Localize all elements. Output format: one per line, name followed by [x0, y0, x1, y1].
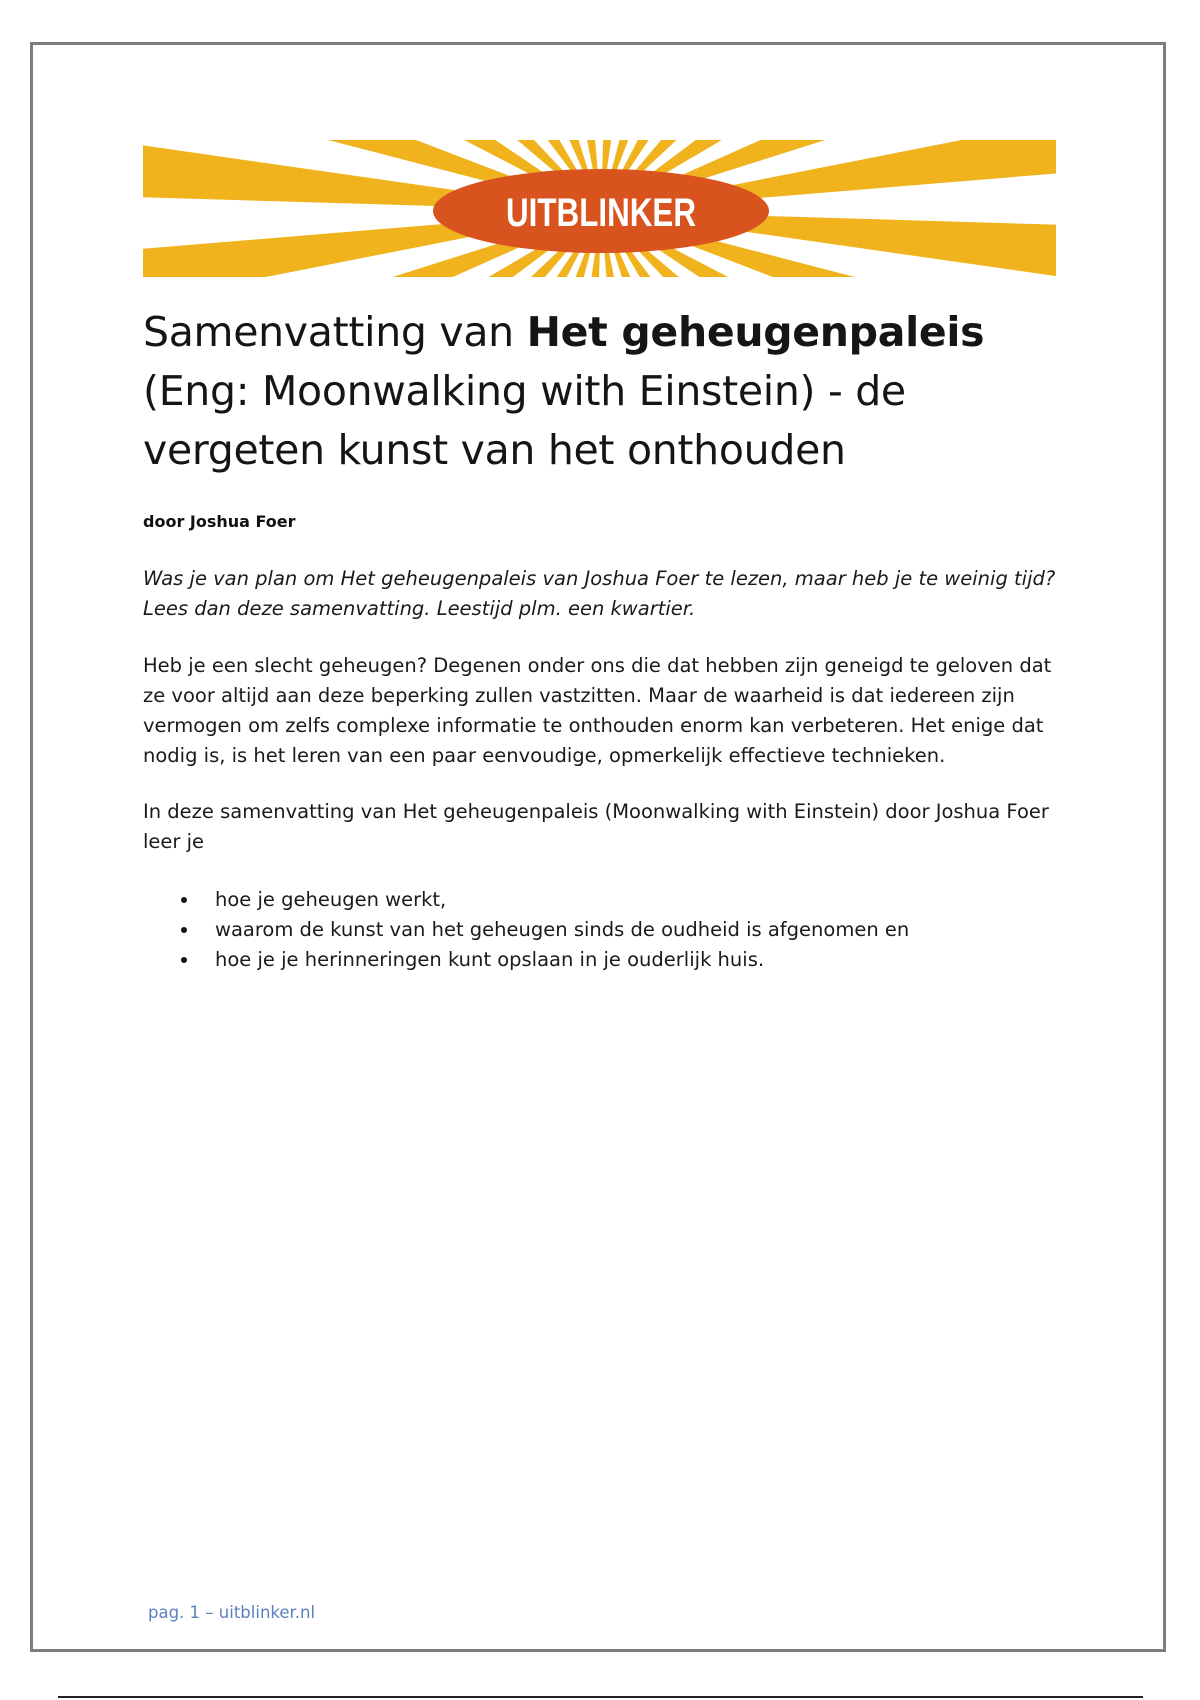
list-item-text: hoe je geheugen werkt,: [215, 888, 447, 911]
banner-graphic: [143, 140, 1056, 277]
bullet-icon: [181, 897, 187, 903]
logo-text: UITBLINKER: [506, 191, 697, 235]
list-item-text: waarom de kunst van het geheugen sinds de oudheid is afgenomen en: [215, 918, 910, 941]
list-item: [143, 945, 1063, 975]
title-part1: Samenvatting van: [143, 308, 527, 356]
list-item: [143, 915, 1063, 945]
author-line: door Joshua Foer: [143, 512, 296, 531]
title-book-name: Het geheugenpaleis: [526, 308, 985, 356]
bullet-icon: [181, 927, 187, 933]
title-part2: (Eng: Moonwalking with Einstein) - de vergeten kunst van het onthouden: [143, 367, 906, 474]
bullet-list: [143, 885, 1063, 975]
bottom-divider: [58, 1696, 1143, 1698]
list-item: [143, 885, 1063, 915]
list-item-text: hoe je je herinneringen kunt opslaan in je ouderlijk huis.: [215, 948, 765, 971]
page-footer: pag. 1 – uitblinker.nl: [148, 1603, 316, 1622]
bullet-icon: [181, 957, 187, 963]
intro-paragraph: Was je van plan om Het geheugenpaleis van Joshua Foer te lezen, maar heb je te weinig tijd? Lees dan deze samenvatting. Leestijd plm. een kwartier.: [143, 567, 1056, 620]
page-title: [143, 303, 1083, 480]
uitblinker-banner: [143, 140, 1056, 277]
body-paragraph-2: In deze samenvatting van Het geheugenpaleis (Moonwalking with Einstein) door Joshua Foer leer je: [143, 800, 1049, 853]
body-paragraph-1: Heb je een slecht geheugen? Degenen onder ons die dat hebben zijn geneigd te geloven dat ze voor altijd aan deze beperking zullen vastzitten. Maar de waarheid is dat iedereen zijn vermogen om zelfs complexe informatie te onthouden enorm kan verbeteren. Het enige dat nodig is, is het leren van een paar eenvoudige, opmerkelijk effectieve technieken.: [143, 654, 1052, 767]
